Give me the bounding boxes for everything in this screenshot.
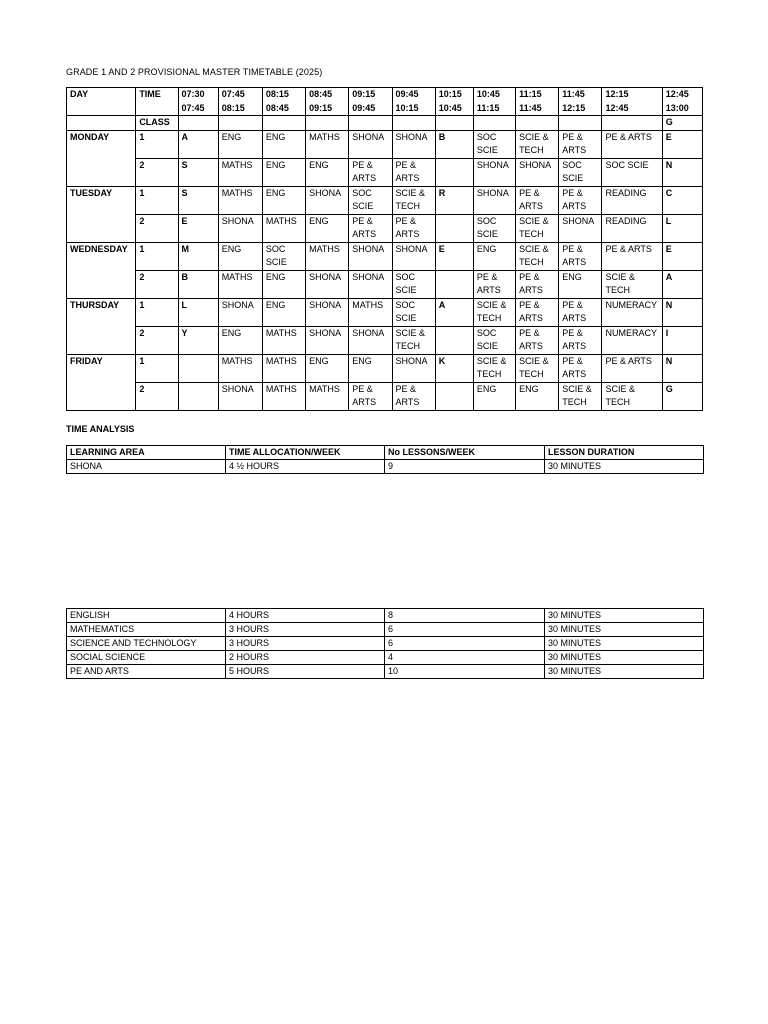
table-row	[67, 637, 704, 651]
table-row	[67, 623, 704, 637]
lessons-per-week-cell: 8	[385, 609, 545, 623]
lesson-cell: PE & ARTS	[392, 158, 435, 186]
class-number: 2	[136, 382, 178, 410]
break-letter: N	[662, 158, 702, 186]
lesson-cell: PE & ARTS	[602, 354, 662, 382]
time-allocation-cell: 3 HOURS	[226, 637, 385, 651]
table-row	[67, 609, 704, 623]
time-analysis-table-continued	[66, 608, 704, 679]
lesson-cell: SHONA	[392, 242, 435, 270]
break-letter: C	[662, 186, 702, 214]
break-letter: N	[662, 298, 702, 326]
lesson-cell: SCIE & TECH	[559, 382, 602, 410]
class-number: 1	[136, 298, 178, 326]
time-slot-header: 07:45 08:15	[218, 88, 262, 116]
table-row	[67, 298, 703, 326]
lesson-cell: ENG	[262, 270, 305, 298]
break-letter: R	[435, 186, 473, 214]
header-lesson-duration: LESSON DURATION	[545, 446, 704, 460]
lesson-duration-cell: 30 MINUTES	[545, 609, 704, 623]
class-number: 2	[136, 270, 178, 298]
subheader-cell	[473, 116, 515, 131]
lesson-cell: ENG	[516, 382, 559, 410]
table-row	[67, 354, 703, 382]
lesson-cell: PE & ARTS	[349, 158, 392, 186]
break-letter	[178, 382, 218, 410]
lesson-cell: SOC SCIE	[473, 326, 515, 354]
learning-area-cell: SCIENCE AND TECHNOLOGY	[67, 637, 226, 651]
lesson-duration-cell: 30 MINUTES	[545, 651, 704, 665]
header-time-allocation: TIME ALLOCATION/WEEK	[226, 446, 385, 460]
break-letter: A	[178, 130, 218, 158]
lesson-cell: SHONA	[306, 326, 349, 354]
time-allocation-cell: 5 HOURS	[226, 665, 385, 679]
lesson-cell: MATHS	[262, 354, 305, 382]
time-allocation-cell: 3 HOURS	[226, 623, 385, 637]
lesson-cell: MATHS	[262, 382, 305, 410]
lesson-cell: ENG	[218, 242, 262, 270]
header-learning-area: LEARNING AREA	[67, 446, 226, 460]
time-slot-header: 12:15 12:45	[602, 88, 662, 116]
lesson-cell: SHONA	[516, 158, 559, 186]
table-row	[67, 270, 703, 298]
lesson-cell: SCIE & TECH	[516, 242, 559, 270]
lesson-cell: PE & ARTS	[392, 214, 435, 242]
lesson-cell: ENG	[473, 242, 515, 270]
table-row	[67, 158, 703, 186]
break-letter: K	[435, 354, 473, 382]
lesson-cell: ENG	[306, 354, 349, 382]
lesson-cell: SOC SCIE	[392, 270, 435, 298]
header-lessons-per-week: No LESSONS/WEEK	[385, 446, 545, 460]
lesson-cell: ENG	[262, 298, 305, 326]
day-label: FRIDAY	[67, 354, 136, 410]
lesson-cell: SCIE & TECH	[392, 326, 435, 354]
break-letter: E	[178, 214, 218, 242]
lesson-cell: PE & ARTS	[516, 186, 559, 214]
lesson-cell: SOC SCIE	[473, 130, 515, 158]
time-slot-header: 10:15 10:45	[435, 88, 473, 116]
break-letter: M	[178, 242, 218, 270]
break-letter	[435, 382, 473, 410]
lesson-cell: PE & ARTS	[559, 354, 602, 382]
lesson-cell: SHONA	[349, 242, 392, 270]
subheader-cell	[559, 116, 602, 131]
subheader-cell	[349, 116, 392, 131]
learning-area-cell: SHONA	[67, 460, 226, 474]
lesson-cell: SHONA	[349, 270, 392, 298]
lesson-cell: SOC SCIE	[349, 186, 392, 214]
lesson-cell: PE & ARTS	[559, 298, 602, 326]
timetable-subheader-row	[67, 116, 703, 131]
lesson-cell: MATHS	[306, 130, 349, 158]
class-number: 1	[136, 354, 178, 382]
subheader-cell	[306, 116, 349, 131]
time-slot-header: 11:15 11:45	[516, 88, 559, 116]
timetable-header-row	[67, 88, 703, 116]
break-letter: E	[662, 242, 702, 270]
subheader-cell	[435, 116, 473, 131]
lesson-cell: SHONA	[473, 158, 515, 186]
time-analysis-title: TIME ANALYSIS	[66, 424, 135, 434]
lesson-cell: MATHS	[349, 298, 392, 326]
lesson-cell: SHONA	[349, 326, 392, 354]
class-number: 2	[136, 326, 178, 354]
lesson-cell: SCIE & TECH	[473, 298, 515, 326]
subheader-cell	[602, 116, 662, 131]
subheader-cell	[516, 116, 559, 131]
lesson-cell: MATHS	[218, 186, 262, 214]
lesson-cell: MATHS	[262, 326, 305, 354]
time-allocation-cell: 2 HOURS	[226, 651, 385, 665]
lesson-cell: SCIE & TECH	[473, 354, 515, 382]
learning-area-cell: MATHEMATICS	[67, 623, 226, 637]
break-letter: E	[662, 130, 702, 158]
lesson-cell: SOC SCIE	[262, 242, 305, 270]
break-letter: B	[178, 270, 218, 298]
break-letter: G	[662, 382, 702, 410]
lesson-cell: SCIE & TECH	[516, 130, 559, 158]
time-allocation-cell: 4 ½ HOURS	[226, 460, 385, 474]
time-slot-header: 09:45 10:15	[392, 88, 435, 116]
table-row	[67, 665, 704, 679]
break-letter: S	[178, 158, 218, 186]
time-analysis-table	[66, 445, 704, 474]
lessons-per-week-cell: 10	[385, 665, 545, 679]
break-letter: L	[662, 214, 702, 242]
lesson-cell: SHONA	[218, 214, 262, 242]
subheader-cell: G	[662, 116, 702, 131]
lesson-cell: PE & ARTS	[559, 326, 602, 354]
lesson-duration-cell: 30 MINUTES	[545, 665, 704, 679]
lesson-cell: NUMERACY	[602, 326, 662, 354]
subheader-cell	[392, 116, 435, 131]
lessons-per-week-cell: 6	[385, 623, 545, 637]
lesson-cell: SOC SCIE	[473, 214, 515, 242]
time-slot-header: 11:45 12:15	[559, 88, 602, 116]
lesson-cell: SHONA	[218, 382, 262, 410]
subheader-cell	[218, 116, 262, 131]
lesson-cell: ENG	[473, 382, 515, 410]
class-number: 1	[136, 242, 178, 270]
lesson-cell: SHONA	[473, 186, 515, 214]
lesson-duration-cell: 30 MINUTES	[545, 623, 704, 637]
break-letter	[435, 214, 473, 242]
lesson-cell: ENG	[306, 214, 349, 242]
table-row	[67, 242, 703, 270]
break-letter: I	[662, 326, 702, 354]
break-letter: A	[435, 298, 473, 326]
lesson-cell: ENG	[306, 158, 349, 186]
subheader-cell	[67, 116, 136, 131]
lesson-cell: ENG	[218, 326, 262, 354]
lesson-cell: SHONA	[306, 270, 349, 298]
break-letter: N	[662, 354, 702, 382]
lesson-cell: READING	[602, 214, 662, 242]
lesson-duration-cell: 30 MINUTES	[545, 637, 704, 651]
lesson-cell: SHONA	[349, 130, 392, 158]
header-cell: TIME	[136, 88, 178, 116]
time-slot-header: 08:45 09:15	[306, 88, 349, 116]
lesson-cell: PE & ARTS	[559, 130, 602, 158]
lesson-cell: PE & ARTS	[602, 242, 662, 270]
lesson-cell: READING	[602, 186, 662, 214]
subheader-cell: CLASS	[136, 116, 178, 131]
lesson-cell: SOC SCIE	[392, 298, 435, 326]
lesson-cell: SCIE & TECH	[516, 354, 559, 382]
lesson-cell: ENG	[262, 158, 305, 186]
break-letter	[435, 270, 473, 298]
lesson-cell: SOC SCIE	[559, 158, 602, 186]
break-letter	[435, 158, 473, 186]
time-analysis-header-row	[67, 446, 704, 460]
lessons-per-week-cell: 6	[385, 637, 545, 651]
lesson-cell: ENG	[349, 354, 392, 382]
break-letter: E	[435, 242, 473, 270]
lesson-cell: PE & ARTS	[559, 186, 602, 214]
learning-area-cell: ENGLISH	[67, 609, 226, 623]
lesson-cell: SHONA	[559, 214, 602, 242]
break-letter: A	[662, 270, 702, 298]
day-label: THURSDAY	[67, 298, 136, 354]
time-slot-header: 09:15 09:45	[349, 88, 392, 116]
lesson-cell: PE & ARTS	[516, 326, 559, 354]
lesson-cell: PE & ARTS	[349, 214, 392, 242]
lesson-cell: MATHS	[262, 214, 305, 242]
lesson-cell: SOC SCIE	[602, 158, 662, 186]
lesson-cell: SHONA	[306, 186, 349, 214]
lesson-cell: MATHS	[306, 242, 349, 270]
time-slot-header: 10:45 11:15	[473, 88, 515, 116]
day-label: WEDNESDAY	[67, 242, 136, 298]
lessons-per-week-cell: 9	[385, 460, 545, 474]
lesson-cell: SHONA	[306, 298, 349, 326]
lesson-cell: ENG	[559, 270, 602, 298]
table-row	[67, 130, 703, 158]
class-number: 2	[136, 158, 178, 186]
lesson-cell: SHONA	[392, 130, 435, 158]
lesson-duration-cell: 30 MINUTES	[545, 460, 704, 474]
lesson-cell: SHONA	[392, 354, 435, 382]
break-letter: S	[178, 186, 218, 214]
lesson-cell: PE & ARTS	[559, 242, 602, 270]
subheader-cell	[262, 116, 305, 131]
table-row	[67, 382, 703, 410]
lesson-cell: MATHS	[218, 158, 262, 186]
class-number: 2	[136, 214, 178, 242]
lesson-cell: MATHS	[306, 382, 349, 410]
lesson-cell: ENG	[218, 130, 262, 158]
lessons-per-week-cell: 4	[385, 651, 545, 665]
table-row	[67, 214, 703, 242]
lesson-cell: SCIE & TECH	[602, 382, 662, 410]
lesson-cell: PE & ARTS	[602, 130, 662, 158]
lesson-cell: PE & ARTS	[349, 382, 392, 410]
table-row	[67, 186, 703, 214]
table-row	[67, 651, 704, 665]
document-title: GRADE 1 AND 2 PROVISIONAL MASTER TIMETABLE (2025)	[66, 67, 323, 77]
subheader-cell	[178, 116, 218, 131]
learning-area-cell: SOCIAL SCIENCE	[67, 651, 226, 665]
class-number: 1	[136, 186, 178, 214]
lesson-cell: MATHS	[218, 354, 262, 382]
lesson-cell: PE & ARTS	[392, 382, 435, 410]
lesson-cell: SCIE & TECH	[392, 186, 435, 214]
lesson-cell: SHONA	[218, 298, 262, 326]
lesson-cell: ENG	[262, 186, 305, 214]
lesson-cell: SCIE & TECH	[602, 270, 662, 298]
table-row	[67, 460, 704, 474]
lesson-cell: ENG	[262, 130, 305, 158]
break-letter	[435, 326, 473, 354]
lesson-cell: MATHS	[218, 270, 262, 298]
break-letter	[178, 354, 218, 382]
time-slot-header: 07:30 07:45	[178, 88, 218, 116]
lesson-cell: PE & ARTS	[516, 270, 559, 298]
time-slot-header: 12:45 13:00	[662, 88, 702, 116]
break-letter: B	[435, 130, 473, 158]
day-label: MONDAY	[67, 130, 136, 186]
lesson-cell: SCIE & TECH	[516, 214, 559, 242]
class-number: 1	[136, 130, 178, 158]
master-timetable	[66, 87, 703, 411]
day-label: TUESDAY	[67, 186, 136, 242]
time-allocation-cell: 4 HOURS	[226, 609, 385, 623]
lesson-cell: PE & ARTS	[516, 298, 559, 326]
learning-area-cell: PE AND ARTS	[67, 665, 226, 679]
lesson-cell: PE & ARTS	[473, 270, 515, 298]
table-row	[67, 326, 703, 354]
break-letter: L	[178, 298, 218, 326]
break-letter: Y	[178, 326, 218, 354]
header-cell: DAY	[67, 88, 136, 116]
lesson-cell: NUMERACY	[602, 298, 662, 326]
time-slot-header: 08:15 08:45	[262, 88, 305, 116]
